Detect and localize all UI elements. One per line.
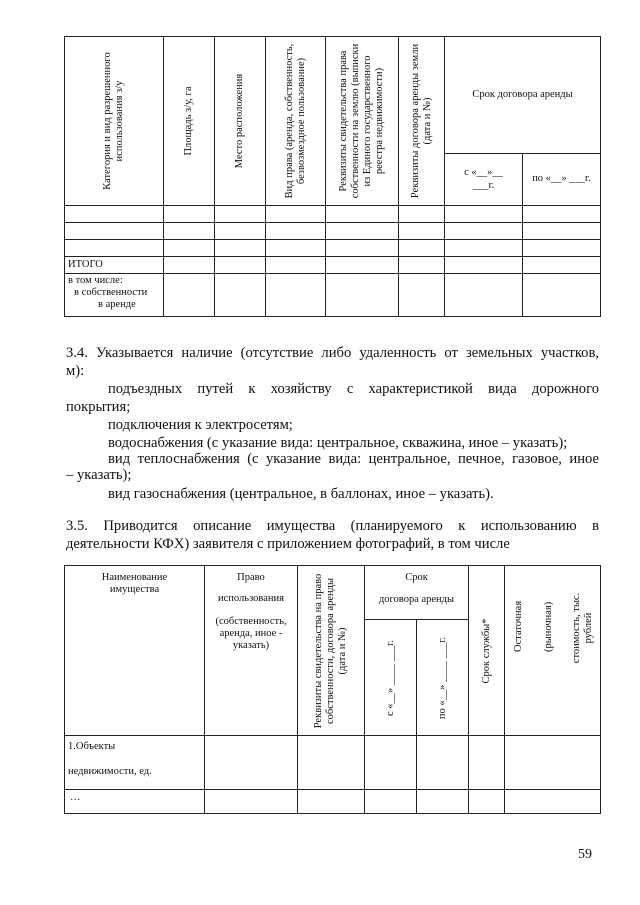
header-certificate-details: Реквизиты свидетельства на право собственности, договора аренды (дата и №) (298, 566, 365, 736)
table-row (65, 223, 601, 240)
row-ellipsis: … (65, 790, 205, 814)
header-location: Место расположения (215, 37, 266, 206)
land-plots-table (64, 36, 601, 317)
page-number: 59 (578, 847, 592, 862)
total-row (65, 257, 601, 274)
section-3-4-line2: м): (66, 363, 85, 379)
header-residual-value: Остаточная (рыночная) стоимость, тыс. рублей (505, 566, 601, 736)
including-label: в том числе: в собственности в аренде (65, 274, 164, 317)
section-3-5-line2: деятельности КФХ) заявителя с приложением фотографий, в том числе (66, 536, 510, 552)
header-property-name: Наименование имущества (65, 566, 205, 736)
section-3-4-line5: подключения к электросетям; (108, 417, 293, 433)
header-lease-term: Срок договора аренды (365, 566, 469, 620)
section-3-4-line6: водоснабжения (с указание вида: центральное, скважина, иное – указать); (108, 435, 568, 451)
header-area: Площадь з/у, га (164, 37, 215, 206)
table-row (65, 790, 601, 814)
section-3-5-line1: 3.5. Приводится описание имущества (планируемого к использованию в (66, 518, 599, 534)
section-3-4-line4: покрытия; (66, 399, 131, 415)
header-usage-right: Право использования (собственность, аренда, иное - указать) (205, 566, 298, 736)
section-3-4-line7: вид теплоснабжения (с указание вида: центральное, печное, газовое, иное (108, 451, 599, 467)
total-label: ИТОГО (65, 257, 164, 274)
table-row (65, 240, 601, 257)
header-lease-from: с «__» ____ ___г. (365, 620, 417, 736)
header-right-type: Вид права (аренда, собственность, безвозмездное пользование) (266, 37, 326, 206)
including-row (65, 274, 601, 317)
header-lease-contract: Реквизиты договора аренды земли (дата и №) (399, 37, 445, 206)
section-3-4-line1: 3.4. Указывается наличие (отсутствие либо удаленность от земельных участков, (66, 345, 599, 361)
header-service-life: Срок службы* (469, 566, 505, 736)
property-table (64, 565, 601, 814)
header-lease-from: с «__»__ ___г. (445, 154, 523, 206)
row-real-estate: 1.Объекты недвижимости, ед. (65, 736, 205, 790)
section-3-4-line9: вид газоснабжения (центральное, в баллонах, иное – указать). (108, 486, 494, 502)
header-lease-to: по «__» ____ ___г. (417, 620, 469, 736)
header-lease-to: по «__» ___г. (523, 154, 601, 206)
section-3-4-line8: – указать); (66, 467, 132, 483)
table-row (65, 206, 601, 223)
header-category: Категория и вид разрешенного использования з/у (65, 37, 164, 206)
header-lease-term: Срок договора аренды (445, 37, 601, 154)
table-row (65, 736, 601, 790)
header-ownership-certificate: Реквизиты свидетельства права собственности на землю (выписки из Единого государственного реестра недвижимости) (326, 37, 399, 206)
section-3-4-line3: подъездных путей к хозяйству с характеристикой вида дорожного (108, 381, 599, 397)
